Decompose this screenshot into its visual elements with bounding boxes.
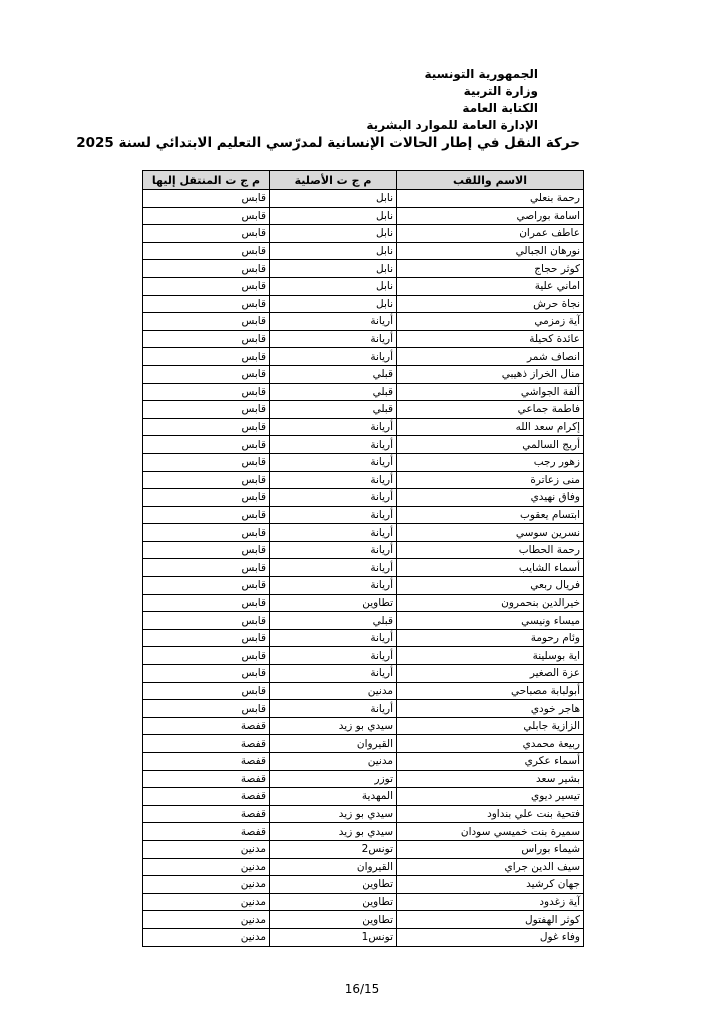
origin-region-cell: أريانة	[270, 313, 397, 331]
person-name-cell: ميساء ونيسي	[397, 612, 584, 630]
destination-region-cell: مدنين	[143, 893, 270, 911]
table-header-row	[143, 171, 584, 190]
person-name-cell: اية بوسلينة	[397, 647, 584, 665]
destination-region-cell: قابس	[143, 489, 270, 507]
table-row	[143, 225, 584, 243]
origin-region-cell: أريانة	[270, 471, 397, 489]
table-row	[143, 190, 584, 208]
origin-region-cell: تونس2	[270, 840, 397, 858]
person-name-cell: فتحية بنت علي بنداود	[397, 805, 584, 823]
origin-region-cell: أريانة	[270, 330, 397, 348]
origin-region-cell: نابل	[270, 277, 397, 295]
document-title: حركة النقل في إطار الحالات الإنسانية لمدرّسي التعليم الابتدائي لسنة 2025	[76, 135, 580, 151]
origin-region-cell: نابل	[270, 260, 397, 278]
origin-region-cell: أريانة	[270, 541, 397, 559]
person-name-cell: كوثر حجاج	[397, 260, 584, 278]
destination-region-cell: قابس	[143, 647, 270, 665]
table-row	[143, 735, 584, 753]
destination-region-cell: قابس	[143, 260, 270, 278]
origin-region-cell: تطاوين	[270, 876, 397, 894]
person-name-cell: كوثر الهفتول	[397, 911, 584, 929]
table-row	[143, 524, 584, 542]
destination-region-cell: قابس	[143, 401, 270, 419]
person-name-cell: وفاق نهيدي	[397, 489, 584, 507]
origin-region-cell: تطاوين	[270, 594, 397, 612]
table-row	[143, 858, 584, 876]
table-row	[143, 330, 584, 348]
table-row	[143, 770, 584, 788]
table-row	[143, 805, 584, 823]
table-row	[143, 260, 584, 278]
origin-region-cell: أريانة	[270, 453, 397, 471]
person-name-cell: منى زعاترة	[397, 471, 584, 489]
origin-region-cell: نابل	[270, 295, 397, 313]
table-row	[143, 629, 584, 647]
destination-region-cell: قابس	[143, 348, 270, 366]
origin-region-cell: سيدي بو زيد	[270, 823, 397, 841]
origin-region-cell: تونس1	[270, 928, 397, 946]
transfer-table	[142, 170, 584, 947]
table-row	[143, 313, 584, 331]
table-row	[143, 242, 584, 260]
table-row	[143, 594, 584, 612]
person-name-cell: عزة الصغير	[397, 665, 584, 683]
destination-region-cell: قابس	[143, 612, 270, 630]
secretariat-label: الكتابة العامة	[462, 101, 538, 115]
destination-region-cell: قفصة	[143, 753, 270, 771]
destination-region-cell: قابس	[143, 418, 270, 436]
table-row	[143, 788, 584, 806]
person-name-cell: اماني علية	[397, 277, 584, 295]
table-row	[143, 541, 584, 559]
person-name-cell: فريال ربعي	[397, 577, 584, 595]
origin-region-cell: قبلي	[270, 383, 397, 401]
destination-region-cell: مدنين	[143, 858, 270, 876]
origin-region-cell: المهدية	[270, 788, 397, 806]
destination-region-cell: قابس	[143, 383, 270, 401]
destination-region-cell: قابس	[143, 295, 270, 313]
table-row	[143, 348, 584, 366]
origin-region-cell: أريانة	[270, 489, 397, 507]
person-name-cell: خيرالدين بنحمرون	[397, 594, 584, 612]
origin-region-cell: سيدي بو زيد	[270, 805, 397, 823]
destination-region-cell: قابس	[143, 190, 270, 208]
table-row	[143, 753, 584, 771]
origin-region-cell: القيروان	[270, 858, 397, 876]
origin-region-cell: أريانة	[270, 348, 397, 366]
table-row	[143, 559, 584, 577]
destination-region-cell: قابس	[143, 365, 270, 383]
destination-region-cell: قابس	[143, 629, 270, 647]
table-row	[143, 893, 584, 911]
destination-region-cell: قابس	[143, 313, 270, 331]
person-name-cell: هاجر خودي	[397, 700, 584, 718]
destination-region-cell: قفصة	[143, 717, 270, 735]
person-name-cell: اسامة بوراصي	[397, 207, 584, 225]
destination-region-cell: قابس	[143, 541, 270, 559]
table-row	[143, 295, 584, 313]
person-name-cell: سميرة بنت خميسي سودان	[397, 823, 584, 841]
origin-region-cell: قبلي	[270, 365, 397, 383]
table-row	[143, 911, 584, 929]
table-row	[143, 489, 584, 507]
table-row	[143, 876, 584, 894]
person-name-cell: إكرام سعد الله	[397, 418, 584, 436]
destination-region-cell: قابس	[143, 700, 270, 718]
destination-region-cell: قابس	[143, 225, 270, 243]
person-name-cell: انصاف شمر	[397, 348, 584, 366]
origin-region-cell: أريانة	[270, 629, 397, 647]
person-name-cell: عاطف عمران	[397, 225, 584, 243]
person-name-cell: نجاة حرش	[397, 295, 584, 313]
person-name-cell: ربيعة محمدي	[397, 735, 584, 753]
origin-region-cell: قبلي	[270, 401, 397, 419]
destination-region-cell: مدنين	[143, 911, 270, 929]
destination-region-cell: قابس	[143, 277, 270, 295]
origin-region-cell: أريانة	[270, 665, 397, 683]
column-header-origin: م ج ت الأصلية	[270, 171, 397, 190]
destination-region-cell: قفصة	[143, 735, 270, 753]
person-name-cell: الزازية جابلي	[397, 717, 584, 735]
person-name-cell: وفاء غول	[397, 928, 584, 946]
destination-region-cell: قابس	[143, 594, 270, 612]
person-name-cell: آية زمزمي	[397, 313, 584, 331]
person-name-cell: سيف الدين جراي	[397, 858, 584, 876]
letterhead	[238, 66, 538, 134]
origin-region-cell: مدنين	[270, 753, 397, 771]
destination-region-cell: قابس	[143, 453, 270, 471]
table-row	[143, 277, 584, 295]
person-name-cell: نسرين سوسي	[397, 524, 584, 542]
origin-region-cell: أريانة	[270, 506, 397, 524]
person-name-cell: تيسير ديوي	[397, 788, 584, 806]
origin-region-cell: نابل	[270, 207, 397, 225]
person-name-cell: رحمة الحطاب	[397, 541, 584, 559]
person-name-cell: منال الخراز ذهيبي	[397, 365, 584, 383]
destination-region-cell: قابس	[143, 330, 270, 348]
person-name-cell: أبولبابة مصباحي	[397, 682, 584, 700]
person-name-cell: بشير سعد	[397, 770, 584, 788]
person-name-cell: آية زغدود	[397, 893, 584, 911]
table-row	[143, 700, 584, 718]
origin-region-cell: توزر	[270, 770, 397, 788]
origin-region-cell: أريانة	[270, 418, 397, 436]
origin-region-cell: تطاوين	[270, 911, 397, 929]
person-name-cell: فاطمة جماعي	[397, 401, 584, 419]
origin-region-cell: تطاوين	[270, 893, 397, 911]
table-row	[143, 401, 584, 419]
table-row	[143, 418, 584, 436]
destination-region-cell: قابس	[143, 559, 270, 577]
person-name-cell: نورهان الجبالي	[397, 242, 584, 260]
origin-region-cell: القيروان	[270, 735, 397, 753]
destination-region-cell: قابس	[143, 207, 270, 225]
origin-region-cell: نابل	[270, 225, 397, 243]
destination-region-cell: قفصة	[143, 770, 270, 788]
ministry-label: وزارة التربية	[463, 84, 538, 98]
origin-region-cell: نابل	[270, 190, 397, 208]
table-row	[143, 577, 584, 595]
table-row	[143, 453, 584, 471]
destination-region-cell: قابس	[143, 471, 270, 489]
republic-label: الجمهورية التونسية	[424, 67, 538, 81]
person-name-cell: ألفة الجواشي	[397, 383, 584, 401]
table-row	[143, 823, 584, 841]
person-name-cell: زهور رجب	[397, 453, 584, 471]
destination-region-cell: قابس	[143, 577, 270, 595]
table-row	[143, 717, 584, 735]
table-row	[143, 436, 584, 454]
table-row	[143, 682, 584, 700]
origin-region-cell: أريانة	[270, 436, 397, 454]
directorate-label: الإدارة العامة للموارد البشرية	[366, 118, 538, 132]
person-name-cell: جهان كرشيد	[397, 876, 584, 894]
table-row	[143, 840, 584, 858]
table-row	[143, 665, 584, 683]
column-header-destination: م ج ت المنتقل إليها	[143, 171, 270, 190]
origin-region-cell: أريانة	[270, 700, 397, 718]
destination-region-cell: مدنين	[143, 928, 270, 946]
table-row	[143, 612, 584, 630]
table-row	[143, 928, 584, 946]
destination-region-cell: مدنين	[143, 840, 270, 858]
destination-region-cell: قفصة	[143, 788, 270, 806]
destination-region-cell: قابس	[143, 506, 270, 524]
person-name-cell: أسماء الشايب	[397, 559, 584, 577]
person-name-cell: أسماء عكري	[397, 753, 584, 771]
origin-region-cell: أريانة	[270, 559, 397, 577]
table-row	[143, 383, 584, 401]
origin-region-cell: أريانة	[270, 524, 397, 542]
page-number: 16/15	[344, 982, 380, 996]
person-name-cell: شيماء بوراس	[397, 840, 584, 858]
destination-region-cell: مدنين	[143, 876, 270, 894]
destination-region-cell: قابس	[143, 524, 270, 542]
destination-region-cell: قابس	[143, 665, 270, 683]
table-row	[143, 647, 584, 665]
person-name-cell: عائدة كحيلة	[397, 330, 584, 348]
origin-region-cell: مدنين	[270, 682, 397, 700]
person-name-cell: أريج السالمي	[397, 436, 584, 454]
destination-region-cell: قفصة	[143, 805, 270, 823]
origin-region-cell: أريانة	[270, 647, 397, 665]
table-row	[143, 471, 584, 489]
table-row	[143, 207, 584, 225]
person-name-cell: رحمة بنعلي	[397, 190, 584, 208]
origin-region-cell: سيدي بو زيد	[270, 717, 397, 735]
destination-region-cell: قابس	[143, 682, 270, 700]
destination-region-cell: قفصة	[143, 823, 270, 841]
origin-region-cell: قبلي	[270, 612, 397, 630]
destination-region-cell: قابس	[143, 242, 270, 260]
person-name-cell: وئام رحومة	[397, 629, 584, 647]
column-header-name: الاسم واللقب	[397, 171, 584, 190]
table-row	[143, 365, 584, 383]
destination-region-cell: قابس	[143, 436, 270, 454]
origin-region-cell: نابل	[270, 242, 397, 260]
table-row	[143, 506, 584, 524]
origin-region-cell: أريانة	[270, 577, 397, 595]
person-name-cell: ابتسام يعقوب	[397, 506, 584, 524]
